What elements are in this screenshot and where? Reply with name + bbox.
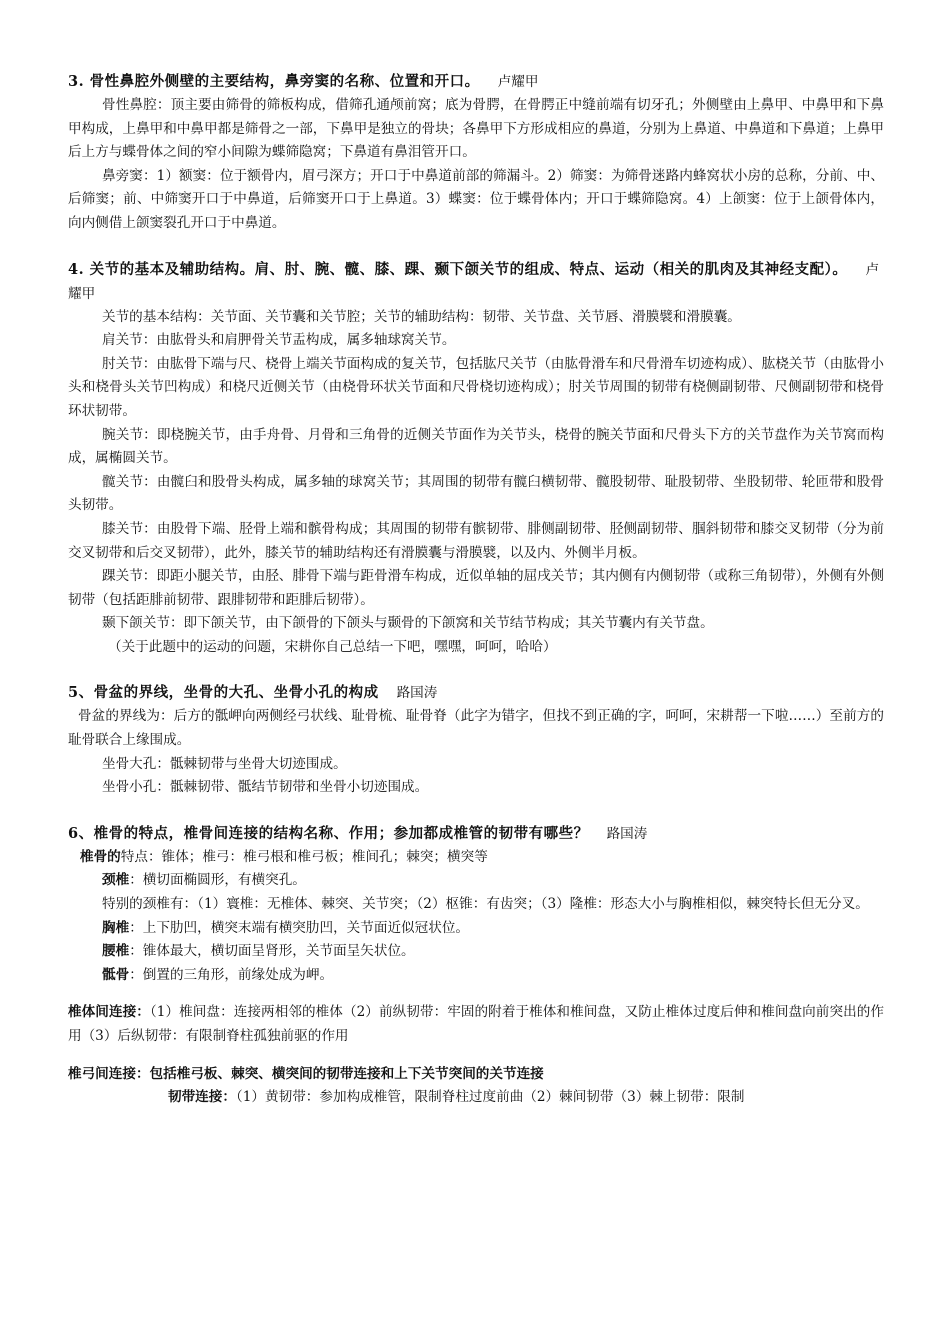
spacer [68, 800, 884, 822]
q5-title: 5、骨盆的界线，坐骨的大孔、坐骨小孔的构成 [68, 684, 379, 702]
q5-author: 路国涛 [396, 685, 438, 702]
spacer [68, 1049, 884, 1063]
q6-arch-connection-label: 椎弓间连接：包括椎弓板、棘突、横突间的韧带连接和上下关节突间的关节连接 [68, 1065, 544, 1082]
q3-paragraph-sinuses: 鼻旁窦：1）额窦：位于额骨内，眉弓深方；开口于中鼻道前部的筛漏斗。2）筛窦：为筛骨迷路内蜂窝状小房的总称，分前、中、后筛窦；前、中筛窦开口于中鼻道，后筛窦开口于上鼻道。3）蝶窦：位于蝶骨体内；开口于蝶筛隐窝。4）上颌窦：位于上颌骨体内，向内侧借上颌窦裂孔开口于中鼻道。 [68, 167, 884, 231]
q4-paragraph-hip: 髋关节：由髋臼和股骨头构成，属多轴的球窝关节；其周围的韧带有髋臼横韧带、髋股韧带、耻股韧带、坐股韧带、轮匝带和股骨头韧带。 [68, 473, 884, 514]
q5-paragraph-pelvic-line: 骨盆的界线为：后方的骶岬向两侧经弓状线、耻骨梳、耻骨脊（此字为错字，但找不到正确的字，呵呵，宋耕帮一下啦……）至前方的耻骨联合上缘围成。 [68, 708, 884, 749]
q4-author: 卢耀甲 [68, 261, 880, 302]
q6-title: 6、椎骨的特点，椎骨间连接的结构名称、作用；参加都成椎管的韧带有哪些？ [68, 824, 589, 842]
q3-author: 卢耀甲 [497, 74, 539, 90]
q6-lumbar-text: ：锥体最大，横切面呈肾形，关节面呈矢状位。 [129, 943, 415, 960]
q6-lumbar-label: 腰椎 [102, 943, 130, 960]
q5-heading [68, 681, 884, 705]
q5-paragraph-lesser-sciatic: 坐骨小孔：骶棘韧带、骶结节韧带和坐骨小切迹围成。 [102, 779, 429, 796]
spacer [68, 987, 884, 1001]
q4-heading [68, 258, 884, 306]
q6-thoracic [68, 917, 884, 941]
q6-sacrum-text: ：倒置的三角形，前缘处成为岬。 [129, 966, 334, 983]
q3-paragraph-nasal-cavity: 骨性鼻腔：顶主要由筛骨的筛板构成，借筛孔通颅前窝；底为骨腭，在骨腭正中缝前端有切牙孔；外侧壁由上鼻甲、中鼻甲和下鼻甲构成，上鼻甲和中鼻甲都是筛骨之一部，下鼻甲是独立的骨块；各鼻甲下方形成相应的鼻道，分别为上鼻道、中鼻道和下鼻道；上鼻甲后上方与蝶骨体之间的窄小间隙为蝶筛隐窝；下鼻道有鼻泪管开口。 [68, 97, 884, 161]
q4-note: （关于此题中的运动的问题，宋耕你自己总结一下吧，嘿嘿，呵呵，哈哈） [108, 638, 557, 655]
q6-body-connection-label: 椎体间连接： [68, 1004, 150, 1021]
q3-heading [68, 70, 884, 94]
q6-thoracic-label: 胸椎 [102, 919, 130, 936]
q6-vertebra-features [68, 846, 884, 870]
q6-author: 路国涛 [606, 825, 648, 842]
q6-cervical-text: ：横切面椭圆形，有横突孔。 [129, 872, 306, 889]
q6-sacrum [68, 964, 884, 988]
q4-title: 4. 关节的基本及辅助结构。肩、肘、腕、髋、膝、踝、颞下颌关节的组成、特点、运动（相关的肌肉及其神经支配）。 [68, 260, 848, 278]
q6-ligament-connection [68, 1086, 884, 1110]
q6-special-cervical: 特别的颈椎有：（1）寰椎：无椎体、棘突、关节突；（2）枢锥：有齿突；（3）隆椎：形态大小与胸椎相似，棘突特长但无分叉。 [102, 896, 869, 913]
q4-paragraph-wrist: 腕关节：即桡腕关节，由手舟骨、月骨和三角骨的近侧关节面作为关节头，桡骨的腕关节面和尺骨头下方的关节盘作为关节窝而构成，属椭圆关节。 [68, 426, 884, 467]
q5-paragraph-greater-sciatic: 坐骨大孔：骶棘韧带与坐骨大切迹围成。 [102, 755, 347, 772]
spacer [68, 236, 884, 258]
q6-body-connection-text: （1）椎间盘：连接两相邻的椎体（2）前纵韧带：牢固的附着于椎体和椎间盘，又防止椎体过度后伸和椎间盘向前突出的作用（3）后纵韧带：有限制脊柱孤独前驱的作用 [68, 1004, 885, 1044]
q6-lumbar [68, 940, 884, 964]
q4-paragraph-joint-structure: 关节的基本结构：关节面、关节囊和关节腔；关节的辅助结构：韧带、关节盘、关节唇、滑膜襞和滑膜囊。 [102, 308, 741, 325]
q4-paragraph-tmj: 颞下颌关节：即下颌关节，由下颌骨的下颌头与颞骨的下颌窝和关节结节构成；其关节囊内有关节盘。 [102, 615, 714, 632]
q6-cervical [68, 869, 884, 893]
q6-ligament-text: （1）黄韧带：参加构成椎管，限制脊柱过度前曲（2）棘间韧带（3）棘上韧带：限制 [235, 1089, 745, 1106]
q6-ligament-label: 韧带连接： [168, 1089, 236, 1106]
q3-title: 3. 骨性鼻腔外侧壁的主要结构，鼻旁窦的名称、位置和开口。 [68, 73, 480, 90]
q6-cervical-label: 颈椎 [102, 872, 130, 889]
q4-paragraph-elbow: 肘关节：由肱骨下端与尺、桡骨上端关节面构成的复关节，包括肱尺关节（由肱骨滑车和尺骨滑车切迹构成）、肱桡关节（由肱骨小头和桡骨头关节凹构成）和桡尺近侧关节（由桡骨环状关节面和尺骨桡切迹构成）；肘关节周围的韧带有桡侧副韧带、尺侧副韧带和桡骨环状韧带。 [68, 355, 884, 419]
q6-features-text: 特点：锥体；椎弓：椎弓根和椎弓板；椎间孔；棘突；横突等 [120, 848, 488, 865]
q4-paragraph-ankle: 踝关节：即距小腿关节，由胫、腓骨下端与距骨滑车构成，近似单轴的屈戌关节；其内侧有内侧韧带（或称三角韧带），外侧有外侧韧带（包括距腓前韧带、跟腓韧带和距腓后韧带）。 [68, 568, 884, 608]
q6-heading [68, 822, 884, 846]
q6-sacrum-label: 骶骨 [102, 966, 130, 983]
document-page [68, 70, 884, 1110]
q4-paragraph-shoulder: 肩关节：由肱骨头和肩胛骨关节盂构成，属多轴球窝关节。 [102, 332, 456, 349]
q6-features-label: 椎骨的 [80, 848, 121, 865]
spacer [68, 659, 884, 681]
q6-body-connection [68, 1001, 884, 1048]
q6-thoracic-text: ：上下肋凹，横突末端有横突肋凹，关节面近似冠状位。 [129, 919, 470, 936]
q6-arch-connection [68, 1063, 884, 1087]
q4-paragraph-knee: 膝关节：由股骨下端、胫骨上端和髌骨构成；其周围的韧带有髌韧带、腓侧副韧带、胫侧副韧带、腘斜韧带和膝交叉韧带（分为前交叉韧带和后交叉韧带），此外，膝关节的辅助结构还有滑膜囊与滑膜襞，以及内、外侧半月板。 [68, 520, 884, 561]
